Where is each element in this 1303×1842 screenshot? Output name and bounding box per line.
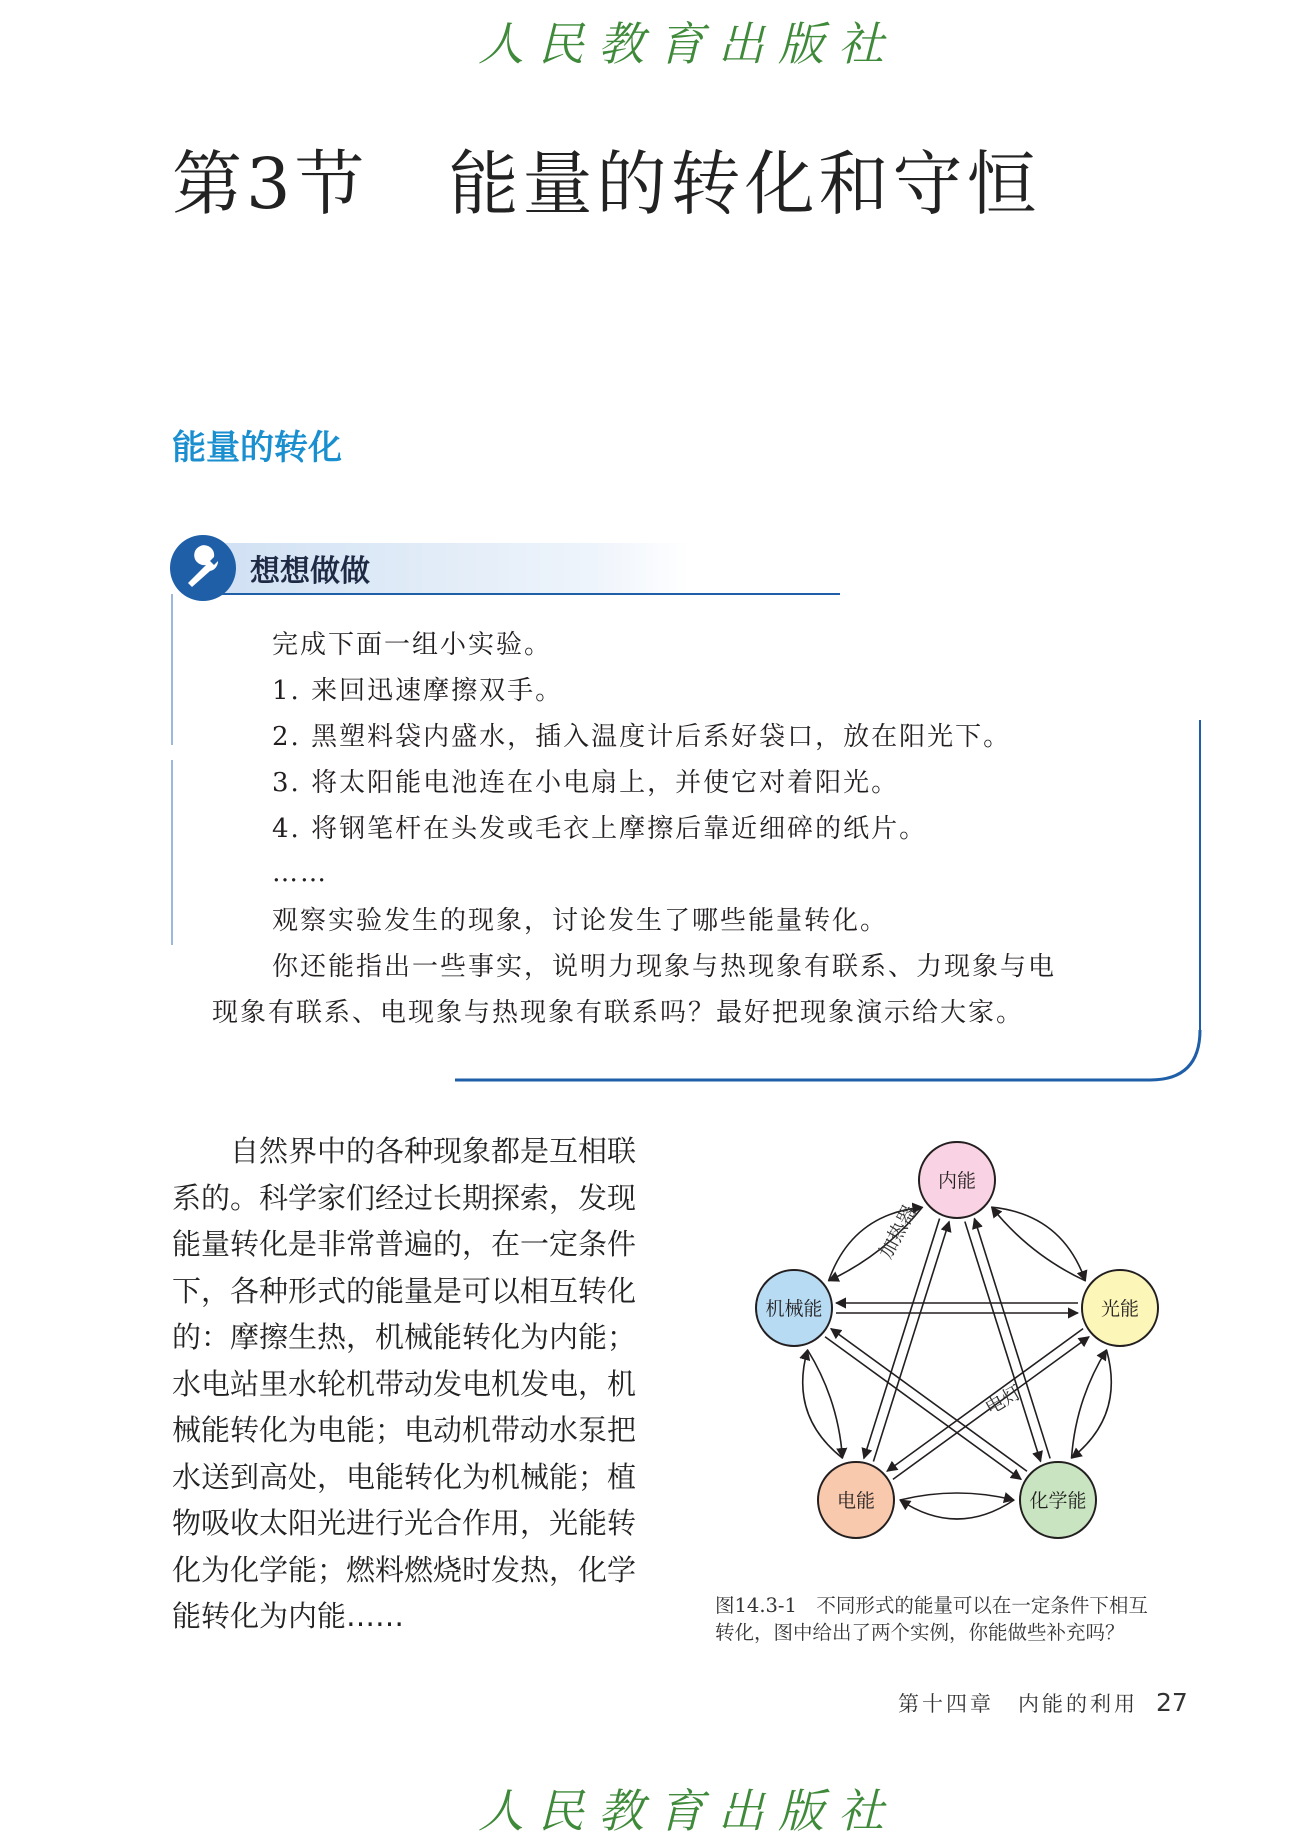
activity-line-1: 1. 来回迅速摩擦双手。 — [272, 676, 564, 706]
activity-line-4: 4. 将钢笔杆在头发或毛衣上摩擦后靠近细碎的纸片。 — [272, 814, 928, 844]
node-label-chemical: 化学能 — [1029, 1490, 1087, 1512]
figure-caption-line-2: 转化，图中给出了两个实例，你能做些补充吗？ — [715, 1621, 1125, 1644]
publisher-logo-bottom: 人民教育出版社 — [478, 1784, 898, 1838]
subsection-heading: 能量的转化 — [172, 428, 342, 468]
body-paragraph — [172, 1128, 662, 1640]
activity-line-question-2: 现象有联系、电现象与热现象有联系吗？最好把现象演示给大家。 — [212, 998, 1025, 1028]
energy-conversion-diagram — [700, 1110, 1220, 1590]
activity-line-ellipsis: …… — [272, 858, 328, 888]
section-name: 能量的转化和守恒 — [448, 143, 1041, 225]
page-number: 27 — [1156, 1688, 1188, 1717]
activity-line-2: 2. 黑塑料袋内盛水，插入温度计后系好袋口，放在阳光下。 — [272, 722, 1012, 752]
publisher-logo-top: 人民教育出版社 — [478, 17, 898, 71]
arrow-internal-to-light — [992, 1207, 1086, 1281]
footer-chapter: 第十四章 内能的利用 — [898, 1692, 1138, 1716]
arrow-electric-to-mechanical — [803, 1350, 843, 1458]
activity-line-question-1: 你还能指出一些事实，说明力现象与热现象有联系、力现象与电 — [272, 952, 1057, 982]
edge-label-heater: 加热器 — [874, 1201, 922, 1263]
arrow-electric-to-chemical — [900, 1493, 1014, 1500]
node-label-internal: 内能 — [937, 1170, 977, 1192]
activity-line-3: 3. 将太阳能电池连在小电扇上，并使它对着阳光。 — [272, 768, 900, 798]
arrow-internal-to-chemical — [965, 1222, 1041, 1462]
page-footer — [898, 1688, 1188, 1718]
body-paragraph-text: 自然界中的各种现象都是互相联系的。科学家们经过长期探索，发现能量转化是非常普遍的，在一定条件下，各种形式的能量是可以相互转化的：摩擦生热，机械能转化为内能；水电站里水轮机带动发电机发电，机械能转化为电能；电动机带动水泵把水送到高处，电能转化为机械能；植物吸收太阳光进行光合作用，光能转化为化学能；燃料燃烧时发热，化学能转化为内能…… — [172, 1134, 637, 1633]
node-label-electric: 电能 — [836, 1490, 876, 1512]
arrow-chemical-to-internal — [974, 1219, 1050, 1459]
activity-line-intro: 完成下面一组小实验。 — [272, 630, 553, 660]
arrow-internal-to-electric — [864, 1219, 940, 1459]
arrow-chemical-to-electric — [900, 1500, 1014, 1519]
activity-line-observe: 观察实验发生的现象，讨论发生了哪些能量转化。 — [272, 906, 889, 936]
arrow-light-to-chemical — [1072, 1350, 1112, 1458]
node-label-light: 光能 — [1100, 1298, 1140, 1320]
arrow-light-to-internal — [992, 1207, 1086, 1281]
figure-caption-line-1: 图14.3-1 不同形式的能量可以在一定条件下相互 — [715, 1594, 1148, 1617]
diagram-nodes — [756, 1142, 1158, 1538]
edge-label-lamp: 电灯 — [981, 1381, 1026, 1420]
wrench-icon — [170, 535, 236, 601]
activity-bottom-rule — [455, 1030, 1200, 1080]
node-label-mechanical: 机械能 — [765, 1298, 823, 1320]
section-number: 第3节 — [172, 143, 369, 225]
figure-caption — [715, 1592, 1205, 1646]
activity-title: 想想做做 — [250, 554, 370, 589]
